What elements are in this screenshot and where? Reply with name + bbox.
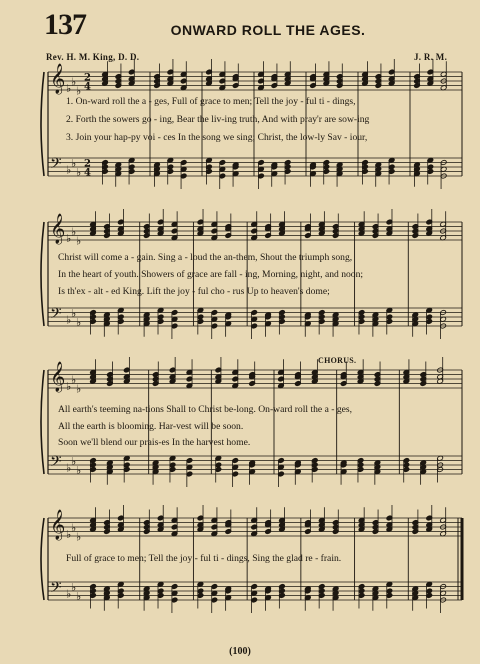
treble-clef: 𝄞 — [50, 510, 66, 540]
flat-sign: ♭ — [71, 306, 77, 320]
system-brace — [41, 518, 44, 600]
flat-sign: ♭ — [66, 587, 72, 601]
treble-clef: 𝄞 — [50, 64, 66, 94]
chorus-label: CHORUS. — [318, 356, 357, 365]
lyric-line: Full of grace to men; Tell the joy - ful ti - dings, Sing the glad re - frain. — [66, 553, 342, 564]
flat-sign: ♭ — [66, 163, 72, 177]
flat-sign: ♭ — [66, 313, 72, 327]
lyric-line: 1. On-ward roll the a - ges, Full of grace to men; Tell the joy - ful ti - dings, — [66, 96, 356, 107]
bass-clef: 𝄢 — [50, 305, 62, 326]
treble-clef: 𝄞 — [50, 362, 66, 392]
flat-sign: ♭ — [71, 454, 77, 468]
page-number: (100) — [229, 646, 251, 657]
lyric-line: All the earth is blooming. Har-vest will be soon. — [58, 421, 244, 432]
treble-clef: 𝄞 — [50, 214, 66, 244]
lyric-line: 3. Join your hap-py voi - ces In the song we sing; Christ, the low-ly Sav - iour, — [66, 132, 368, 143]
flat-sign: ♭ — [76, 589, 82, 603]
flat-sign: ♭ — [66, 461, 72, 475]
system-brace — [41, 370, 44, 474]
lyric-line: Is th'ex - alt - ed King. Lift the joy - ful cho - rus Up to heaven's dome; — [58, 286, 330, 297]
lyric-line: Christ will come a - gain. Sing a - loud the an-them, Shout the triumph song, — [58, 252, 353, 263]
lyric-line: In the heart of youth. Showers of grace are fall - ing, Morning, night, and noon; — [58, 269, 364, 280]
composer-credit: J. R. M. — [414, 52, 448, 62]
time-signature: 4 — [84, 167, 91, 179]
lyric-line: Soon we'll blend our prais-es In the harvest home. — [58, 437, 251, 448]
flat-sign: ♭ — [66, 82, 72, 95]
author-credit: Rev. H. M. King, D. D. — [46, 52, 140, 62]
flat-sign: ♭ — [71, 156, 77, 170]
flat-sign: ♭ — [71, 75, 77, 89]
system-brace — [41, 72, 44, 176]
flat-sign: ♭ — [76, 382, 82, 396]
flat-sign: ♭ — [71, 580, 77, 594]
hymn-number: 137 — [44, 8, 86, 41]
flat-sign: ♭ — [76, 84, 82, 98]
flat-sign: ♭ — [76, 463, 82, 477]
bass-clef: 𝄢 — [50, 155, 62, 176]
flat-sign: ♭ — [66, 232, 72, 245]
time-signature: 4 — [84, 81, 91, 93]
lyric-line: All earth's teeming na-tions Shall to Christ be-long. On-ward roll the a - ges, — [58, 404, 353, 415]
bass-clef: 𝄢 — [50, 453, 62, 474]
time-signature: 2 — [84, 72, 91, 84]
hymn-title: ONWARD ROLL THE AGES. — [170, 22, 366, 38]
lyric-line: 2. Forth the sowers go - ing, Bear the liv-ing truth, And with pray'r are sow-ing — [66, 114, 370, 125]
bass-clef: 𝄢 — [50, 579, 62, 600]
flat-sign: ♭ — [71, 521, 77, 535]
time-signature: 2 — [84, 158, 91, 170]
flat-sign: ♭ — [71, 373, 77, 387]
flat-sign: ♭ — [76, 234, 82, 248]
system-brace — [41, 222, 44, 326]
flat-sign: ♭ — [71, 225, 77, 239]
flat-sign: ♭ — [66, 528, 72, 541]
flat-sign: ♭ — [66, 380, 72, 393]
flat-sign: ♭ — [76, 530, 82, 544]
flat-sign: ♭ — [76, 165, 82, 179]
flat-sign: ♭ — [76, 315, 82, 329]
